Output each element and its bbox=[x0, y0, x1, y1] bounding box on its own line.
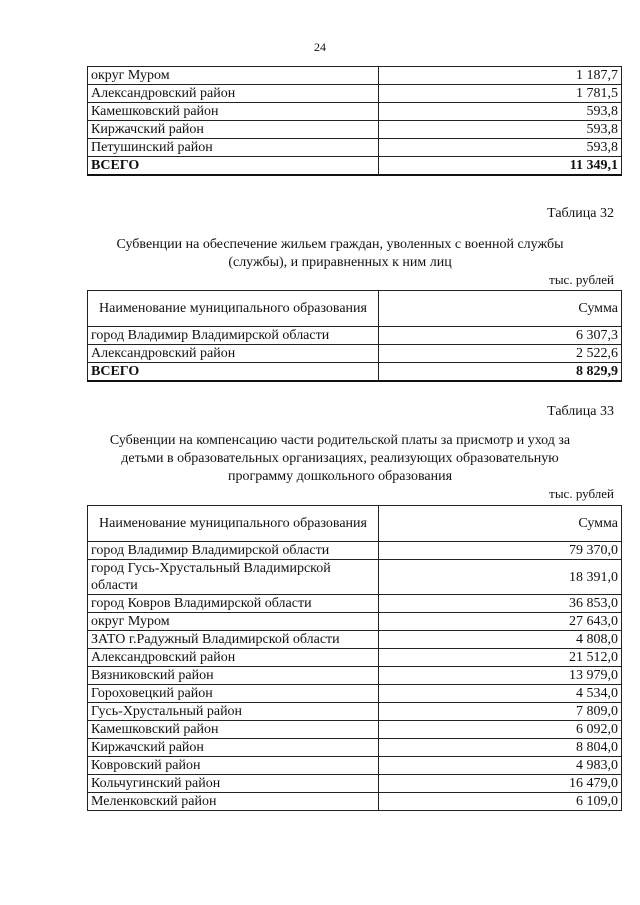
row-name: город Владимир Владимирской области bbox=[88, 542, 379, 560]
table-row bbox=[88, 345, 622, 363]
table-row bbox=[88, 631, 622, 649]
row-value: 16 479,0 bbox=[379, 775, 622, 793]
table-row bbox=[88, 121, 622, 139]
header-value: Сумма bbox=[379, 291, 622, 327]
row-name: Камешковский район bbox=[88, 103, 379, 121]
table-row bbox=[88, 613, 622, 631]
table32-units: тыс. рублей bbox=[549, 272, 614, 287]
total-value: 8 829,9 bbox=[379, 363, 622, 382]
row-value: 593,8 bbox=[379, 103, 622, 121]
row-name: Гусь-Хрустальный район bbox=[88, 703, 379, 721]
row-name: Киржачский район bbox=[88, 121, 379, 139]
row-name: город Ковров Владимирской области bbox=[88, 595, 379, 613]
table-row bbox=[88, 775, 622, 793]
row-value: 13 979,0 bbox=[379, 667, 622, 685]
header-name: Наименование муниципального образования bbox=[88, 506, 379, 542]
row-name: город Владимир Владимирской области bbox=[88, 327, 379, 345]
row-name: Петушинский район bbox=[88, 139, 379, 157]
row-name: Ковровский район bbox=[88, 757, 379, 775]
row-name: Камешковский район bbox=[88, 721, 379, 739]
row-value: 593,8 bbox=[379, 121, 622, 139]
row-name: город Гусь-Хрустальный Владимирской области bbox=[88, 560, 379, 595]
row-value: 7 809,0 bbox=[379, 703, 622, 721]
table-row bbox=[88, 139, 622, 157]
row-name: ЗАТО г.Радужный Владимирской области bbox=[88, 631, 379, 649]
row-value: 18 391,0 bbox=[379, 560, 622, 595]
row-name: Меленковский район bbox=[88, 793, 379, 811]
table-row bbox=[88, 85, 622, 103]
table-header-row bbox=[88, 291, 622, 327]
row-value: 2 522,6 bbox=[379, 345, 622, 363]
row-value: 4 983,0 bbox=[379, 757, 622, 775]
row-value: 593,8 bbox=[379, 139, 622, 157]
row-value: 4 808,0 bbox=[379, 631, 622, 649]
row-name: Александровский район bbox=[88, 649, 379, 667]
table-top bbox=[87, 66, 622, 176]
total-row bbox=[88, 363, 622, 382]
table-row bbox=[88, 542, 622, 560]
table-row bbox=[88, 327, 622, 345]
table-header-row bbox=[88, 506, 622, 542]
row-name: Киржачский район bbox=[88, 739, 379, 757]
header-name: Наименование муниципального образования bbox=[88, 291, 379, 327]
total-label: ВСЕГО bbox=[88, 157, 379, 176]
row-value: 1 187,7 bbox=[379, 67, 622, 85]
page-number: 24 bbox=[314, 40, 326, 54]
table32-caption: Таблица 32 bbox=[547, 206, 614, 221]
row-value: 6 109,0 bbox=[379, 793, 622, 811]
row-value: 6 307,3 bbox=[379, 327, 622, 345]
row-name: Гороховецкий район bbox=[88, 685, 379, 703]
table-row bbox=[88, 595, 622, 613]
table33-caption: Таблица 33 bbox=[547, 404, 614, 419]
table-row bbox=[88, 67, 622, 85]
table-row bbox=[88, 103, 622, 121]
table-row bbox=[88, 739, 622, 757]
row-value: 21 512,0 bbox=[379, 649, 622, 667]
row-value: 8 804,0 bbox=[379, 739, 622, 757]
table-row bbox=[88, 703, 622, 721]
row-value: 36 853,0 bbox=[379, 595, 622, 613]
header-value: Сумма bbox=[379, 506, 622, 542]
row-name: округ Муром bbox=[88, 613, 379, 631]
table-row bbox=[88, 667, 622, 685]
total-value: 11 349,1 bbox=[379, 157, 622, 176]
row-value: 79 370,0 bbox=[379, 542, 622, 560]
row-value: 27 643,0 bbox=[379, 613, 622, 631]
table-row bbox=[88, 560, 622, 595]
total-label: ВСЕГО bbox=[88, 363, 379, 382]
row-value: 1 781,5 bbox=[379, 85, 622, 103]
table32-title: Субвенции на обеспечение жильем граждан, уволенных с военной службы (службы), и приравненных к ним лиц bbox=[116, 237, 564, 270]
row-name: Александровский район bbox=[88, 345, 379, 363]
total-row bbox=[88, 157, 622, 176]
row-name: Александровский район bbox=[88, 85, 379, 103]
table32 bbox=[87, 290, 622, 382]
row-value: 4 534,0 bbox=[379, 685, 622, 703]
table-row bbox=[88, 721, 622, 739]
table-row bbox=[88, 685, 622, 703]
row-name: Кольчугинский район bbox=[88, 775, 379, 793]
row-name: округ Муром bbox=[88, 67, 379, 85]
row-value: 6 092,0 bbox=[379, 721, 622, 739]
table-row bbox=[88, 757, 622, 775]
row-name: Вязниковский район bbox=[88, 667, 379, 685]
table-row bbox=[88, 793, 622, 811]
table33-title: Субвенции на компенсацию части родительской платы за присмотр и уход за детьми в образовательных организациях, реализующих образовательную программу дошкольного образования bbox=[109, 433, 571, 484]
table-row bbox=[88, 649, 622, 667]
table33 bbox=[87, 505, 622, 811]
table33-units: тыс. рублей bbox=[549, 486, 614, 501]
